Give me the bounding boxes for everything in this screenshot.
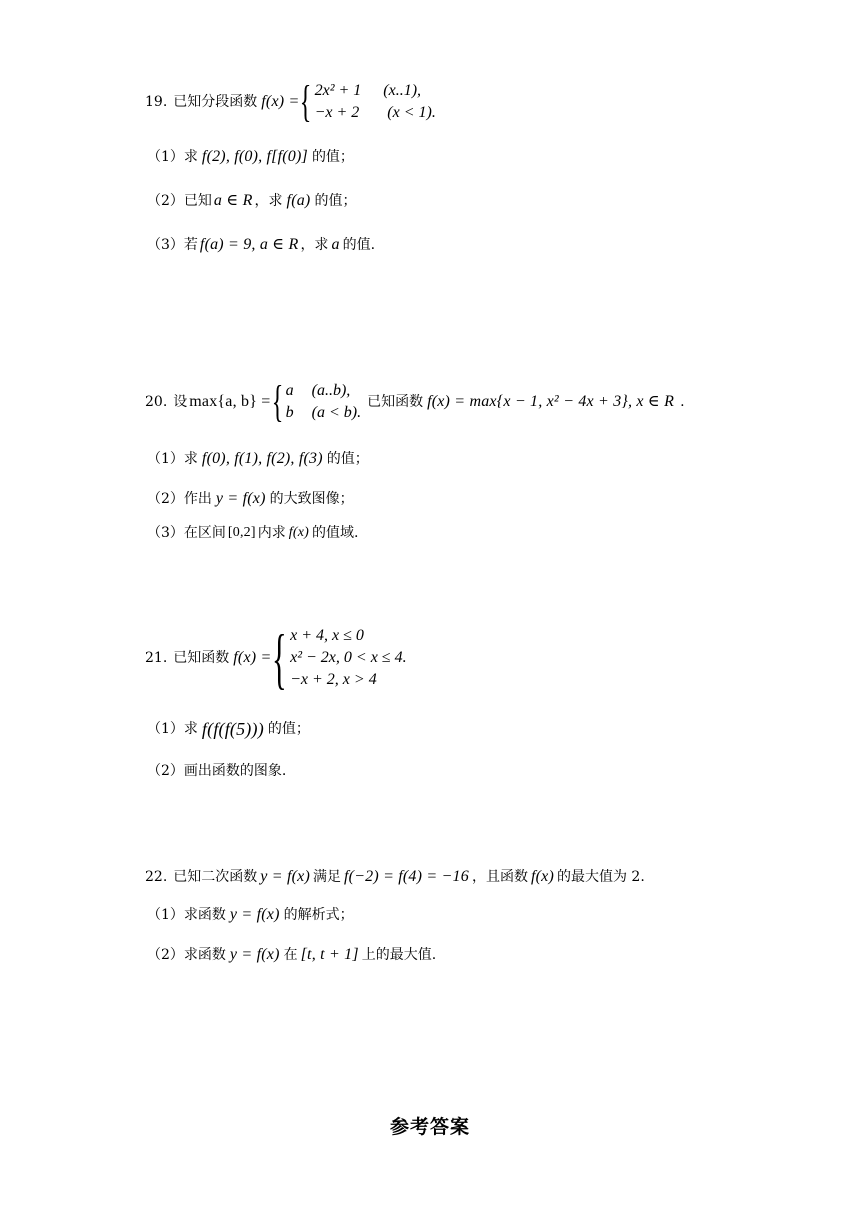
- stem-math: f(x) =: [261, 93, 300, 110]
- problem-19-part-3: [147, 236, 375, 254]
- part-label: （3）若: [147, 237, 198, 253]
- piecewise-cases: [315, 80, 436, 124]
- part-math: f(a): [286, 192, 311, 209]
- problem-22-stem: [145, 868, 645, 886]
- part-math: f(x): [288, 525, 309, 540]
- part-mid: ，求: [254, 193, 283, 209]
- problem-number: 20.: [145, 394, 168, 410]
- part-math: y = f(x): [229, 946, 280, 963]
- case-row: x² − 2x, 0 < x ≤ 4.: [290, 649, 407, 666]
- stem-text: 已知分段函数: [173, 94, 258, 110]
- part-tail: 的值域.: [311, 525, 359, 541]
- part-math: y = f(x): [215, 490, 266, 507]
- problem-21-part-2: [147, 762, 286, 780]
- part-label: （1）求函数: [147, 907, 226, 923]
- part-tail: 的值；: [311, 149, 354, 165]
- part-math: f(0), f(1), f(2), f(3): [201, 450, 323, 467]
- case-row: −x + 2 (x < 1).: [314, 104, 436, 121]
- problem-20-part-3: [147, 524, 358, 542]
- problem-20-stem: [145, 377, 685, 426]
- problem-20-part-2: [147, 490, 354, 508]
- stem-mid: ，且函数: [471, 869, 528, 885]
- case-row: x + 4, x ≤ 0: [290, 627, 364, 644]
- part-mid: 内求: [257, 525, 286, 541]
- left-brace-icon: {: [300, 77, 312, 126]
- part-math: [t, t + 1]: [300, 946, 359, 963]
- problem-22-part-2: [147, 946, 436, 964]
- left-brace-icon: {: [272, 620, 288, 696]
- stem-math: f(x) = max{x − 1, x² − 4x + 3}, x ∈ R: [427, 393, 675, 410]
- part-label: （1）求: [147, 149, 198, 165]
- problem-22-part-1: [147, 906, 354, 924]
- problem-number: 22.: [145, 869, 168, 885]
- stem-math: f(−2) = f(4) = −16: [343, 868, 469, 885]
- part-tail: 的解析式；: [283, 907, 354, 923]
- stem-math: max{a, b} =: [189, 393, 271, 410]
- stem-mid: 满足: [312, 869, 341, 885]
- piecewise-cases: [286, 380, 361, 424]
- problem-21-part-1: [147, 720, 310, 738]
- part-label: （3）在区间: [147, 525, 226, 541]
- part-label: （1）求: [147, 451, 198, 467]
- piecewise-cases: [290, 625, 406, 691]
- part-math: y = f(x): [229, 906, 280, 923]
- problem-19-part-1: [147, 148, 354, 166]
- stem-end: .: [680, 394, 685, 410]
- part-tail: 的值；: [267, 721, 310, 737]
- problem-21-stem: [145, 620, 407, 696]
- problem-number: 21.: [145, 650, 168, 666]
- part-tail: 的值；: [314, 193, 357, 209]
- part-label: （2）已知: [147, 193, 212, 209]
- stem-after: 已知函数: [367, 394, 424, 410]
- case-row: a (a..b),: [285, 382, 351, 399]
- part-tail: 的值.: [342, 237, 376, 253]
- problem-20-part-1: [147, 450, 369, 468]
- stem-text: 已知函数: [173, 650, 230, 666]
- part-math: a ∈ R: [213, 192, 253, 209]
- answer-heading: 参考答案: [389, 1116, 470, 1138]
- part-tail: 的值；: [326, 451, 369, 467]
- part-mid: 在: [283, 947, 298, 963]
- stem-math: f(x): [530, 868, 554, 885]
- problem-19-stem: [145, 77, 436, 126]
- part-mid: ，求: [300, 237, 329, 253]
- part-math: a: [331, 236, 340, 253]
- part-label: （1）求: [147, 721, 198, 737]
- stem-math: f(x) =: [233, 649, 272, 666]
- case-row: b (a < b).: [285, 404, 362, 421]
- part-tail: 上的最大值.: [361, 947, 437, 963]
- stem-end: 的最大值为 2.: [556, 869, 645, 885]
- part-label: （2）作出: [147, 491, 212, 507]
- problem-number: 19.: [145, 94, 168, 110]
- stem-text: 设: [173, 394, 188, 410]
- case-row: 2x² + 1 (x..1),: [314, 82, 422, 99]
- part-label: （2）求函数: [147, 947, 226, 963]
- part-math: f(2), f(0), f[f(0)]: [201, 148, 308, 165]
- part-math: [0,2]: [227, 525, 256, 540]
- part-label: （2）画出函数的图象.: [147, 763, 287, 779]
- stem-text: 已知二次函数: [173, 869, 258, 885]
- left-brace-icon: {: [271, 377, 283, 426]
- part-tail: 的大致图像；: [269, 491, 354, 507]
- case-row: −x + 2, x > 4: [290, 671, 377, 688]
- problem-19-part-2: [147, 192, 356, 210]
- part-math: f(a) = 9, a ∈ R: [199, 236, 299, 253]
- part-math: f(f(f(5))): [201, 719, 264, 739]
- stem-math: y = f(x): [260, 868, 310, 885]
